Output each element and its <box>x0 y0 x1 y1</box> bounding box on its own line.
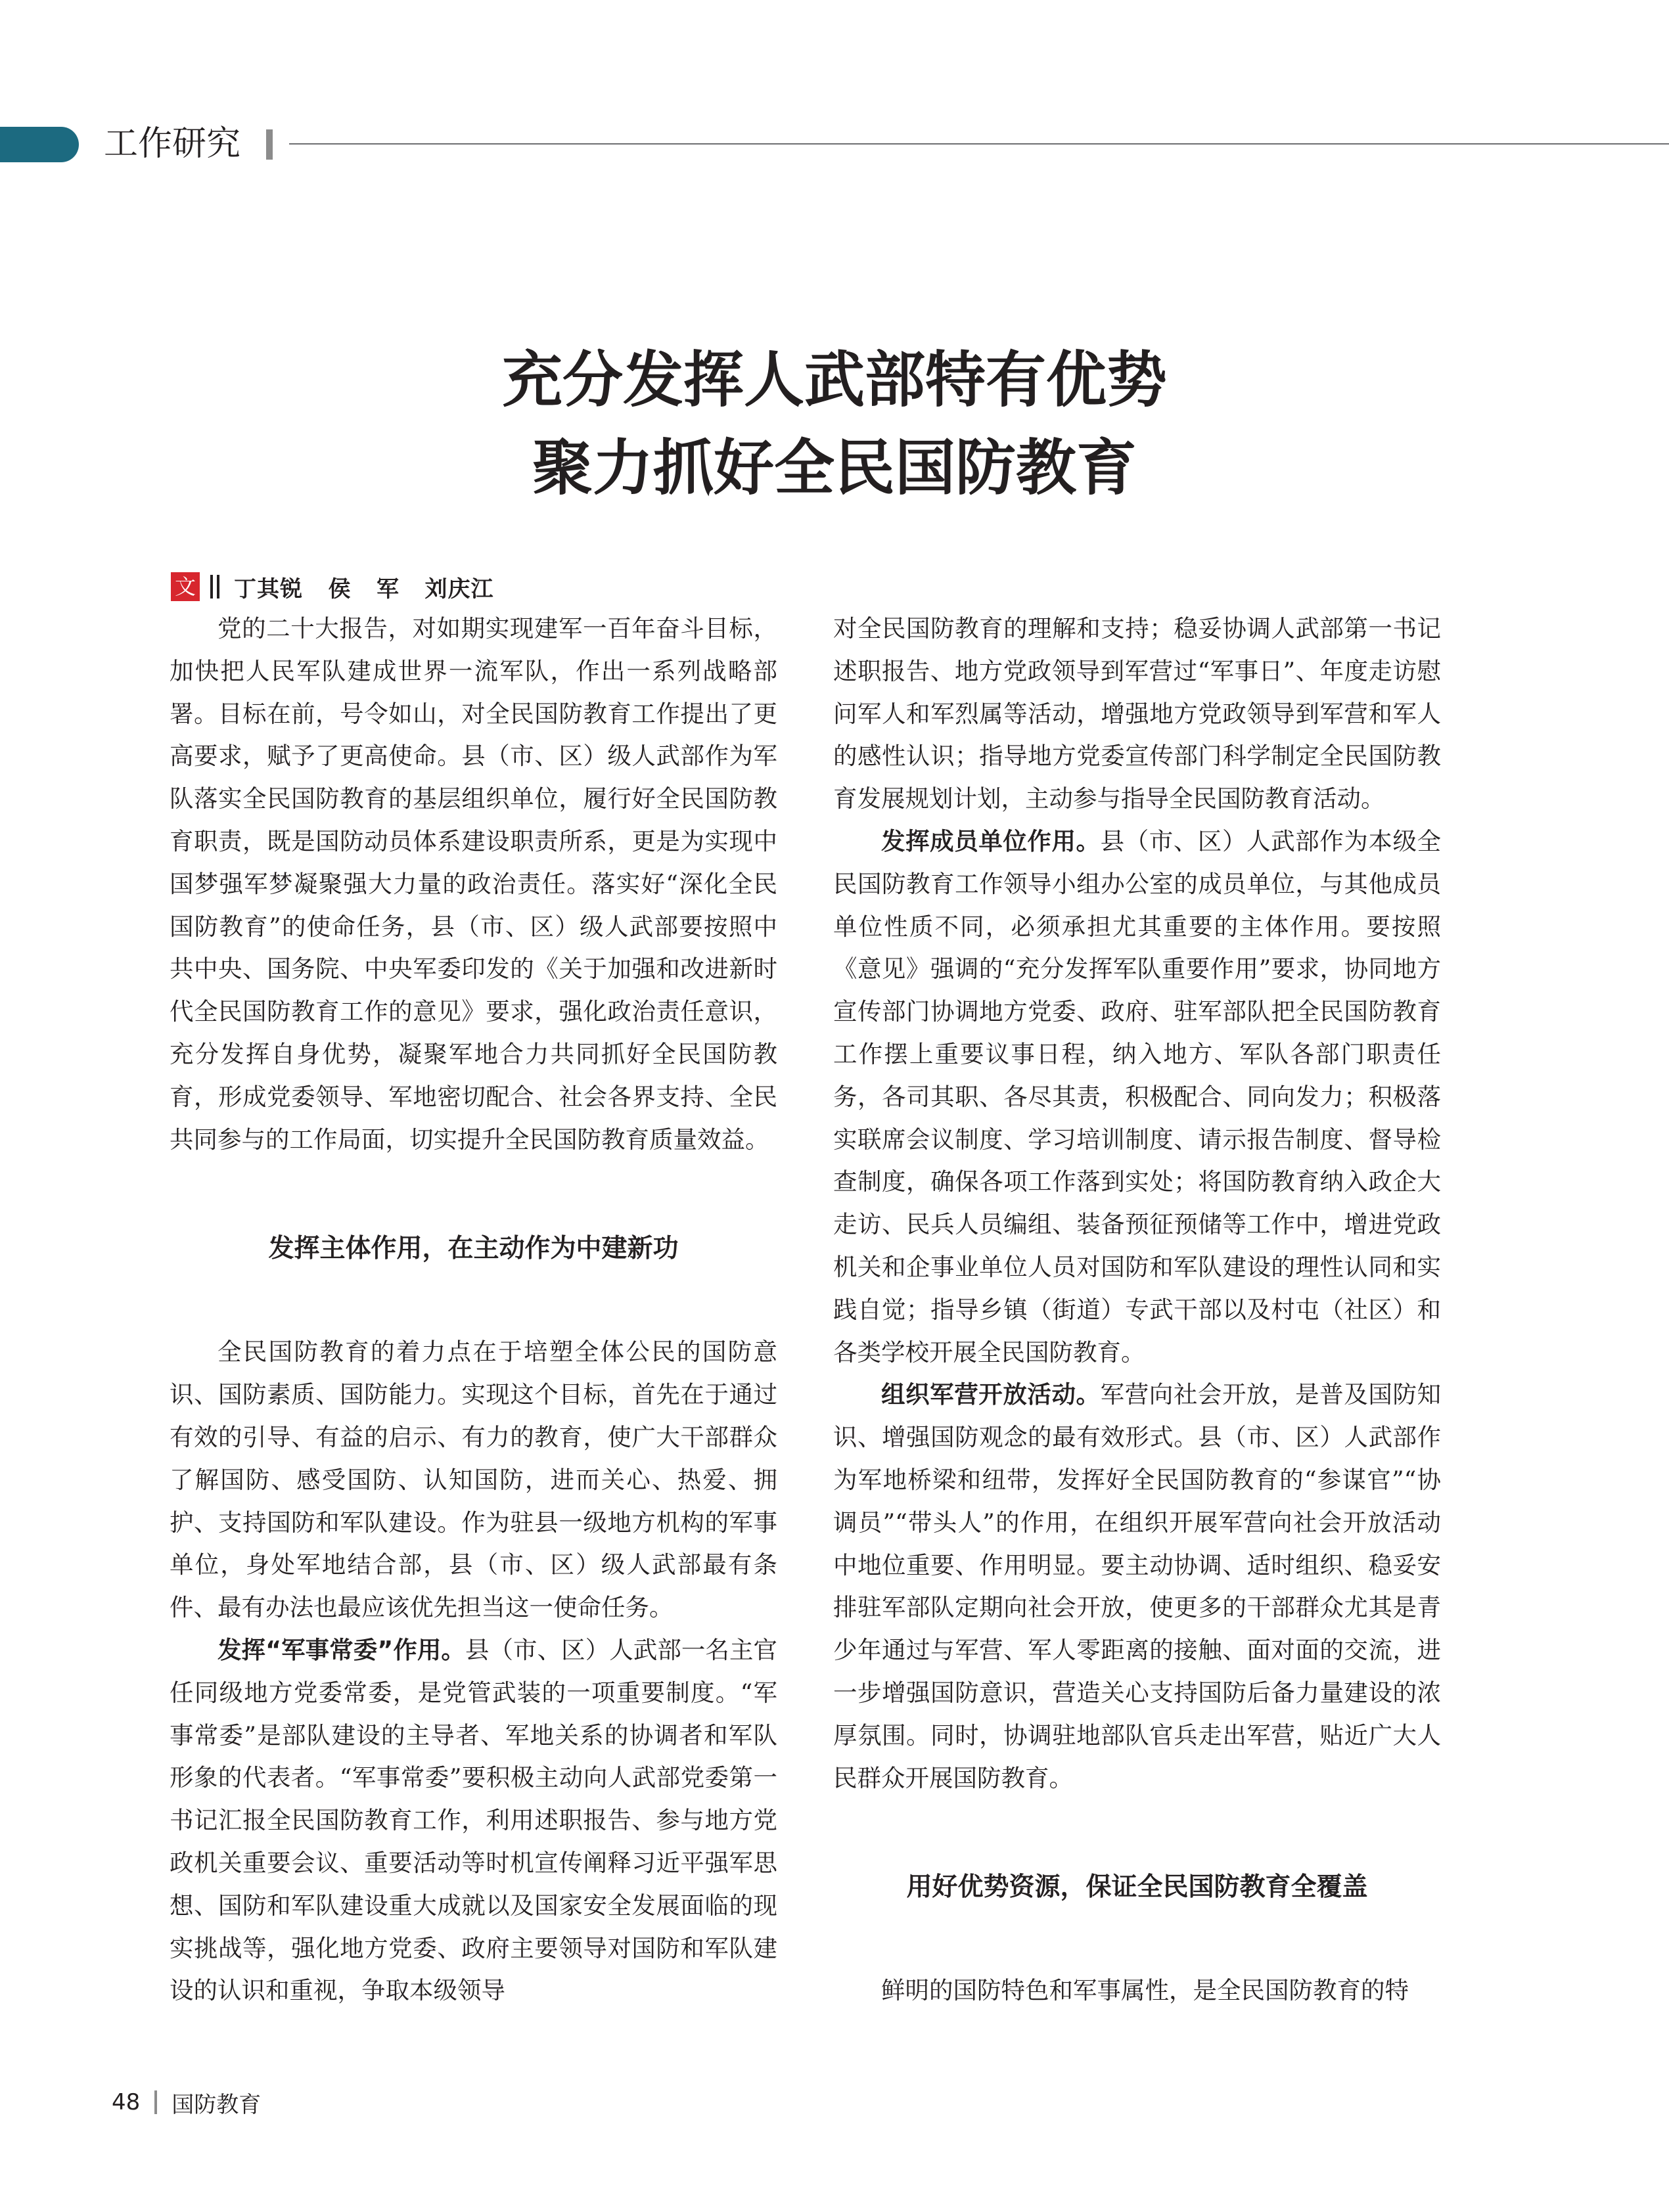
article-title-line-1: 充分发挥人武部特有优势 <box>501 345 1167 415</box>
section-header-tab <box>0 127 79 162</box>
page-footer <box>112 2083 261 2122</box>
body-paragraph: 鲜明的国防特色和军事属性，是全民国防教育的特 <box>881 1976 1409 2005</box>
intro-paragraph: 党的二十大报告，对如期实现建军一百年奋斗目标，加快把人民军队建成世界一流军队，作出一系列战略部署。目标在前，号令如山，对全民国防教育工作提出了更高要求，赋予了更高使命。县（市、区）级人武部作为军队落实全民国防教育的基层组织单位，履行好全民国防教育职责，既是国防动员体系建设职责所系，更是为实现中国梦强军梦凝聚强大力量的政治责任。落实好“深化全民国防教育”的使命任务，县（市、区）级人武部要按照中共中央、国务院、中央军委印发的《关于加强和改进新时代全民国防教育工作的意见》要求，强化政治责任意识，充分发挥自身优势，凝聚军地合力共同抓好全民国防教育，形成党委领导、军地密切配合、社会各界支持、全民共同参与的工作局面，切实提升全民国防教育质量效益。 <box>170 614 777 1154</box>
byline-badge: 文 <box>171 572 200 601</box>
byline-divider <box>217 575 219 598</box>
publication-name: 国防教育 <box>171 2091 262 2118</box>
byline-divider <box>210 575 213 598</box>
byline-authors: 丁其锐 侯 军 刘庆江 <box>234 576 494 602</box>
page-number: 48 <box>112 2089 141 2115</box>
paragraph-body: 县（市、区）人武部作为本级全民国防教育工作领导小组办公室的成员单位，与其他成员单位性质不同，必须承担尤其重要的主体作用。要按照《意见》强调的“充分发挥军队重要作用”要求，协同地方宣传部门协调地方党委、政府、驻军部队把全民国防教育工作摆上重要议事日程，纳入地方、军队各部门职责任务，各司其职、各尽其责，积极配合、同向发力；积极落实联席会议制度、学习培训制度、请示报告制度、督导检查制度，确保各项工作落到实处；将国防教育纳入政企大走访、民兵人员编组、装备预征预储等工作中，增进党政机关和企事业单位人员对国防和军队建设的理性认同和实践自觉；指导乡镇（街道）专武干部以及村屯（社区）和各类学校开展全民国防教育。 <box>833 826 1442 1366</box>
footer-separator <box>154 2090 157 2114</box>
section-name: 工作研究 <box>104 124 241 164</box>
body-paragraph <box>833 821 1441 1374</box>
paragraph-lead: 发挥成员单位作用。 <box>881 826 1101 855</box>
continued-paragraph: 对全民国防教育的理解和支持；稳妥协调人武部第一书记述职报告、地方党政领导到军营过“军事日”、年度走访慰问军人和军烈属等活动，增强地方党政领导到军营和军人的感性认识；指导地方党委宣传部门科学制定全民国防教育发展规划计划，主动参与指导全民国防教育活动。 <box>833 614 1441 813</box>
paragraph-body: 县（市、区）人武部一名主官任同级地方党委常委，是党管武装的一项重要制度。“军事常委”是部队建设的主导者、军地关系的协调者和军队形象的代表者。“军事常委”要积极主动向人武部党委第一书记汇报全民国防教育工作，利用述职报告、参与地方党政机关重要会议、重要活动等时机宣传阐释习近平强军思想、国防和军队建设重大成就以及国家安全发展面临的现实挑战等，强化地方党委、政府主要领导对国防和军队建设的认识和重视，争取本级领导 <box>170 1635 777 2005</box>
left-column <box>170 608 777 2012</box>
paragraph-body: 军营向社会开放，是普及国防知识、增强国防观念的最有效形式。县（市、区）人武部作为军地桥梁和纽带，发挥好全民国防教育的“参谋官”“协调员”“带头人”的作用，在组织开展军营向社会开放活动中地位重要、作用明显。要主动协调、适时组织、稳妥安排驻军部队定期向社会开放，使更多的干部群众尤其是青少年通过与军营、军人零距离的接触、面对面的交流，进一步增强国防意识，营造关心支持国防后备力量建设的浓厚氛围。同时，协调驻地部队官兵走出军营，贴近广大人民群众开展国防教育。 <box>833 1380 1442 1792</box>
right-column <box>833 608 1441 2012</box>
subheading-1: 发挥主体作用，在主动作为中建新功 <box>268 1233 679 1263</box>
paragraph-lead: 发挥“军事常委”作用。 <box>217 1635 465 1664</box>
paragraph-lead: 组织军营开放活动。 <box>881 1380 1101 1409</box>
article-title <box>0 336 1669 512</box>
subheading-2: 用好优势资源，保证全民国防教育全覆盖 <box>906 1872 1368 1902</box>
body-paragraph: 全民国防教育的着力点在于培塑全体公民的国防意识、国防素质、国防能力。实现这个目标，首先在于通过有效的引导、有益的启示、有力的教育，使广大干部群众了解国防、感受国防、认知国防，进而关心、热爱、拥护、支持国防和军队建设。作为驻县一级地方机构的军事单位，身处军地结合部，县（市、区）级人武部最有条件、最有办法也最应该优先担当这一使命任务。 <box>170 1338 777 1622</box>
section-header-separator <box>266 129 273 160</box>
byline <box>171 570 494 603</box>
article-title-line-2: 聚力抓好全民国防教育 <box>532 433 1137 503</box>
body-paragraph <box>170 1629 777 2012</box>
body-paragraph <box>833 1374 1441 1799</box>
section-header-rule <box>289 143 1669 145</box>
